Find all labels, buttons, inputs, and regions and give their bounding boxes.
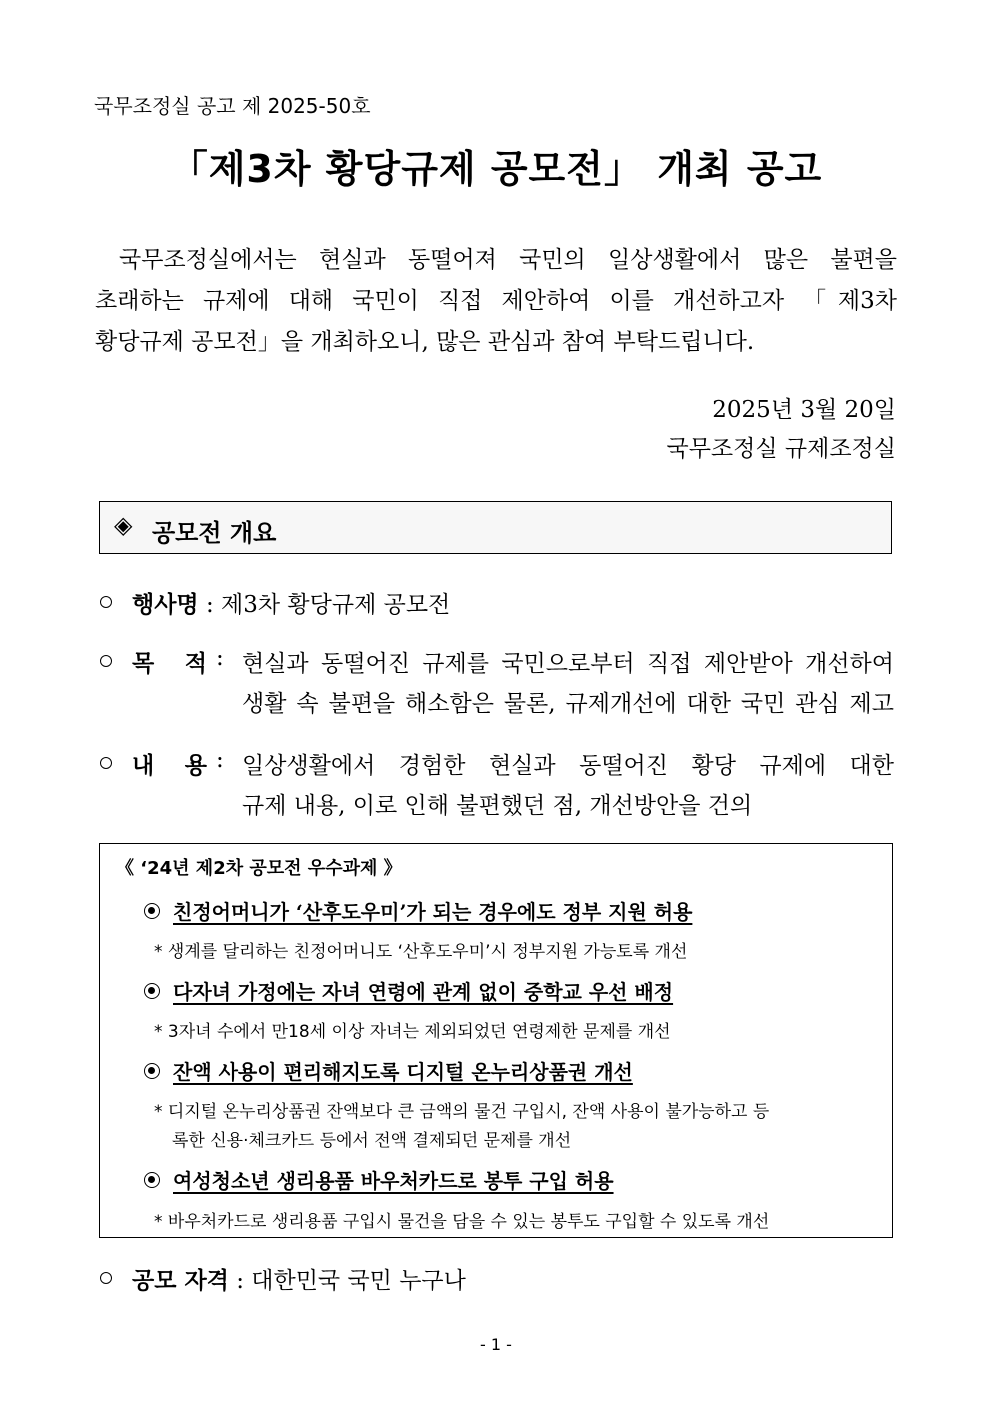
separator: : <box>205 592 214 618</box>
bullet-circle-icon <box>100 757 112 769</box>
example-note: * 바우처카드로 생리용품 구입시 물건을 담을 수 있는 봉투도 구입할 수 있도록 개선 <box>154 1212 770 1232</box>
purpose-line: 현실과 동떨어진 규제를 국민으로부터 직접 제안받아 개선하여 <box>242 651 894 677</box>
intro-paragraph <box>95 240 897 363</box>
bullet-circle-icon <box>100 596 112 608</box>
eligibility-value: 대한민국 국민 누구나 <box>251 1268 466 1294</box>
page-title: 「제3차 황당규제 공모전」 개최 공고 <box>169 147 823 191</box>
section-title: 공모전 개요 <box>152 518 277 547</box>
diamond-icon: ◈ <box>114 511 133 539</box>
separator: : <box>216 747 224 773</box>
content-line: 규제 내용, 이로 인해 불편했던 점, 개선방안을 건의 <box>242 793 753 819</box>
examples-heading: 《 ‘24년 제2차 공모전 우수과제 》 <box>116 858 402 879</box>
separator: : <box>216 645 224 671</box>
event-name-row <box>132 586 450 619</box>
example-title: 다자녀 가정에는 자녀 연령에 관계 없이 중학교 우선 배정 <box>173 980 674 1004</box>
intro-line: 국무조정실에서는 현실과 동떨어져 국민의 일상생활에서 많은 불편을 <box>119 247 897 273</box>
best-practices-box <box>99 843 893 1238</box>
example-title: 잔액 사용이 편리해지도록 디지털 온누리상품권 개선 <box>173 1060 633 1084</box>
issuer: 국무조정실 규제조정실 <box>666 436 896 462</box>
content-line: 일상생활에서 경험한 현실과 동떨어진 황당 규제에 대한 <box>242 753 894 779</box>
section-header <box>99 501 892 554</box>
event-name-value: 제3차 황당규제 공모전 <box>221 592 451 618</box>
example-title: 여성청소년 생리용품 바우처카드로 봉투 구입 허용 <box>173 1169 614 1193</box>
intro-line: 황당규제 공모전」을 개최하오니, 많은 관심과 참여 부탁드립니다. <box>95 329 755 355</box>
purpose-key: 목 적 <box>132 650 207 677</box>
event-name-key: 행사명 <box>132 591 199 618</box>
purpose-line: 생활 속 불편을 해소함은 물론, 규제개선에 대한 국민 관심 제고 <box>242 691 894 717</box>
example-note: * 생계를 달리하는 친정어머니도 ‘산후도우미’시 정부지원 가능토록 개선 <box>154 942 688 962</box>
bullet-circle-icon <box>100 1272 112 1284</box>
example-note: * 디지털 온누리상품권 잔액보다 큰 금액의 물건 구입시, 잔액 사용이 불가능하고 등 <box>154 1102 770 1122</box>
filled-circle-icon <box>144 903 160 919</box>
filled-circle-icon <box>144 1063 160 1079</box>
separator: : <box>236 1268 244 1294</box>
eligibility-key: 공모 자격 <box>132 1267 229 1294</box>
example-title: 친정어머니가 ‘산후도우미’가 되는 경우에도 정부 지원 허용 <box>173 900 693 924</box>
notice-date: 2025년 3월 20일 <box>712 397 896 423</box>
example-note: 록한 신용·체크카드 등에서 전액 결제되던 문제를 개선 <box>172 1131 572 1151</box>
notice-number: 국무조정실 공고 제 2025-50호 <box>94 94 371 118</box>
example-note: * 3자녀 수에서 만18세 이상 자녀는 제외되었던 연령제한 문제를 개선 <box>154 1022 671 1042</box>
filled-circle-icon <box>144 1172 160 1188</box>
intro-line: 초래하는 규제에 대해 국민이 직접 제안하여 이를 개선하고자 「제3차 <box>95 288 897 314</box>
bullet-circle-icon <box>100 655 112 667</box>
page-number: - 1 - <box>480 1335 512 1354</box>
eligibility-row <box>132 1262 466 1295</box>
content-key: 내 용 <box>132 752 207 779</box>
filled-circle-icon <box>144 983 160 999</box>
